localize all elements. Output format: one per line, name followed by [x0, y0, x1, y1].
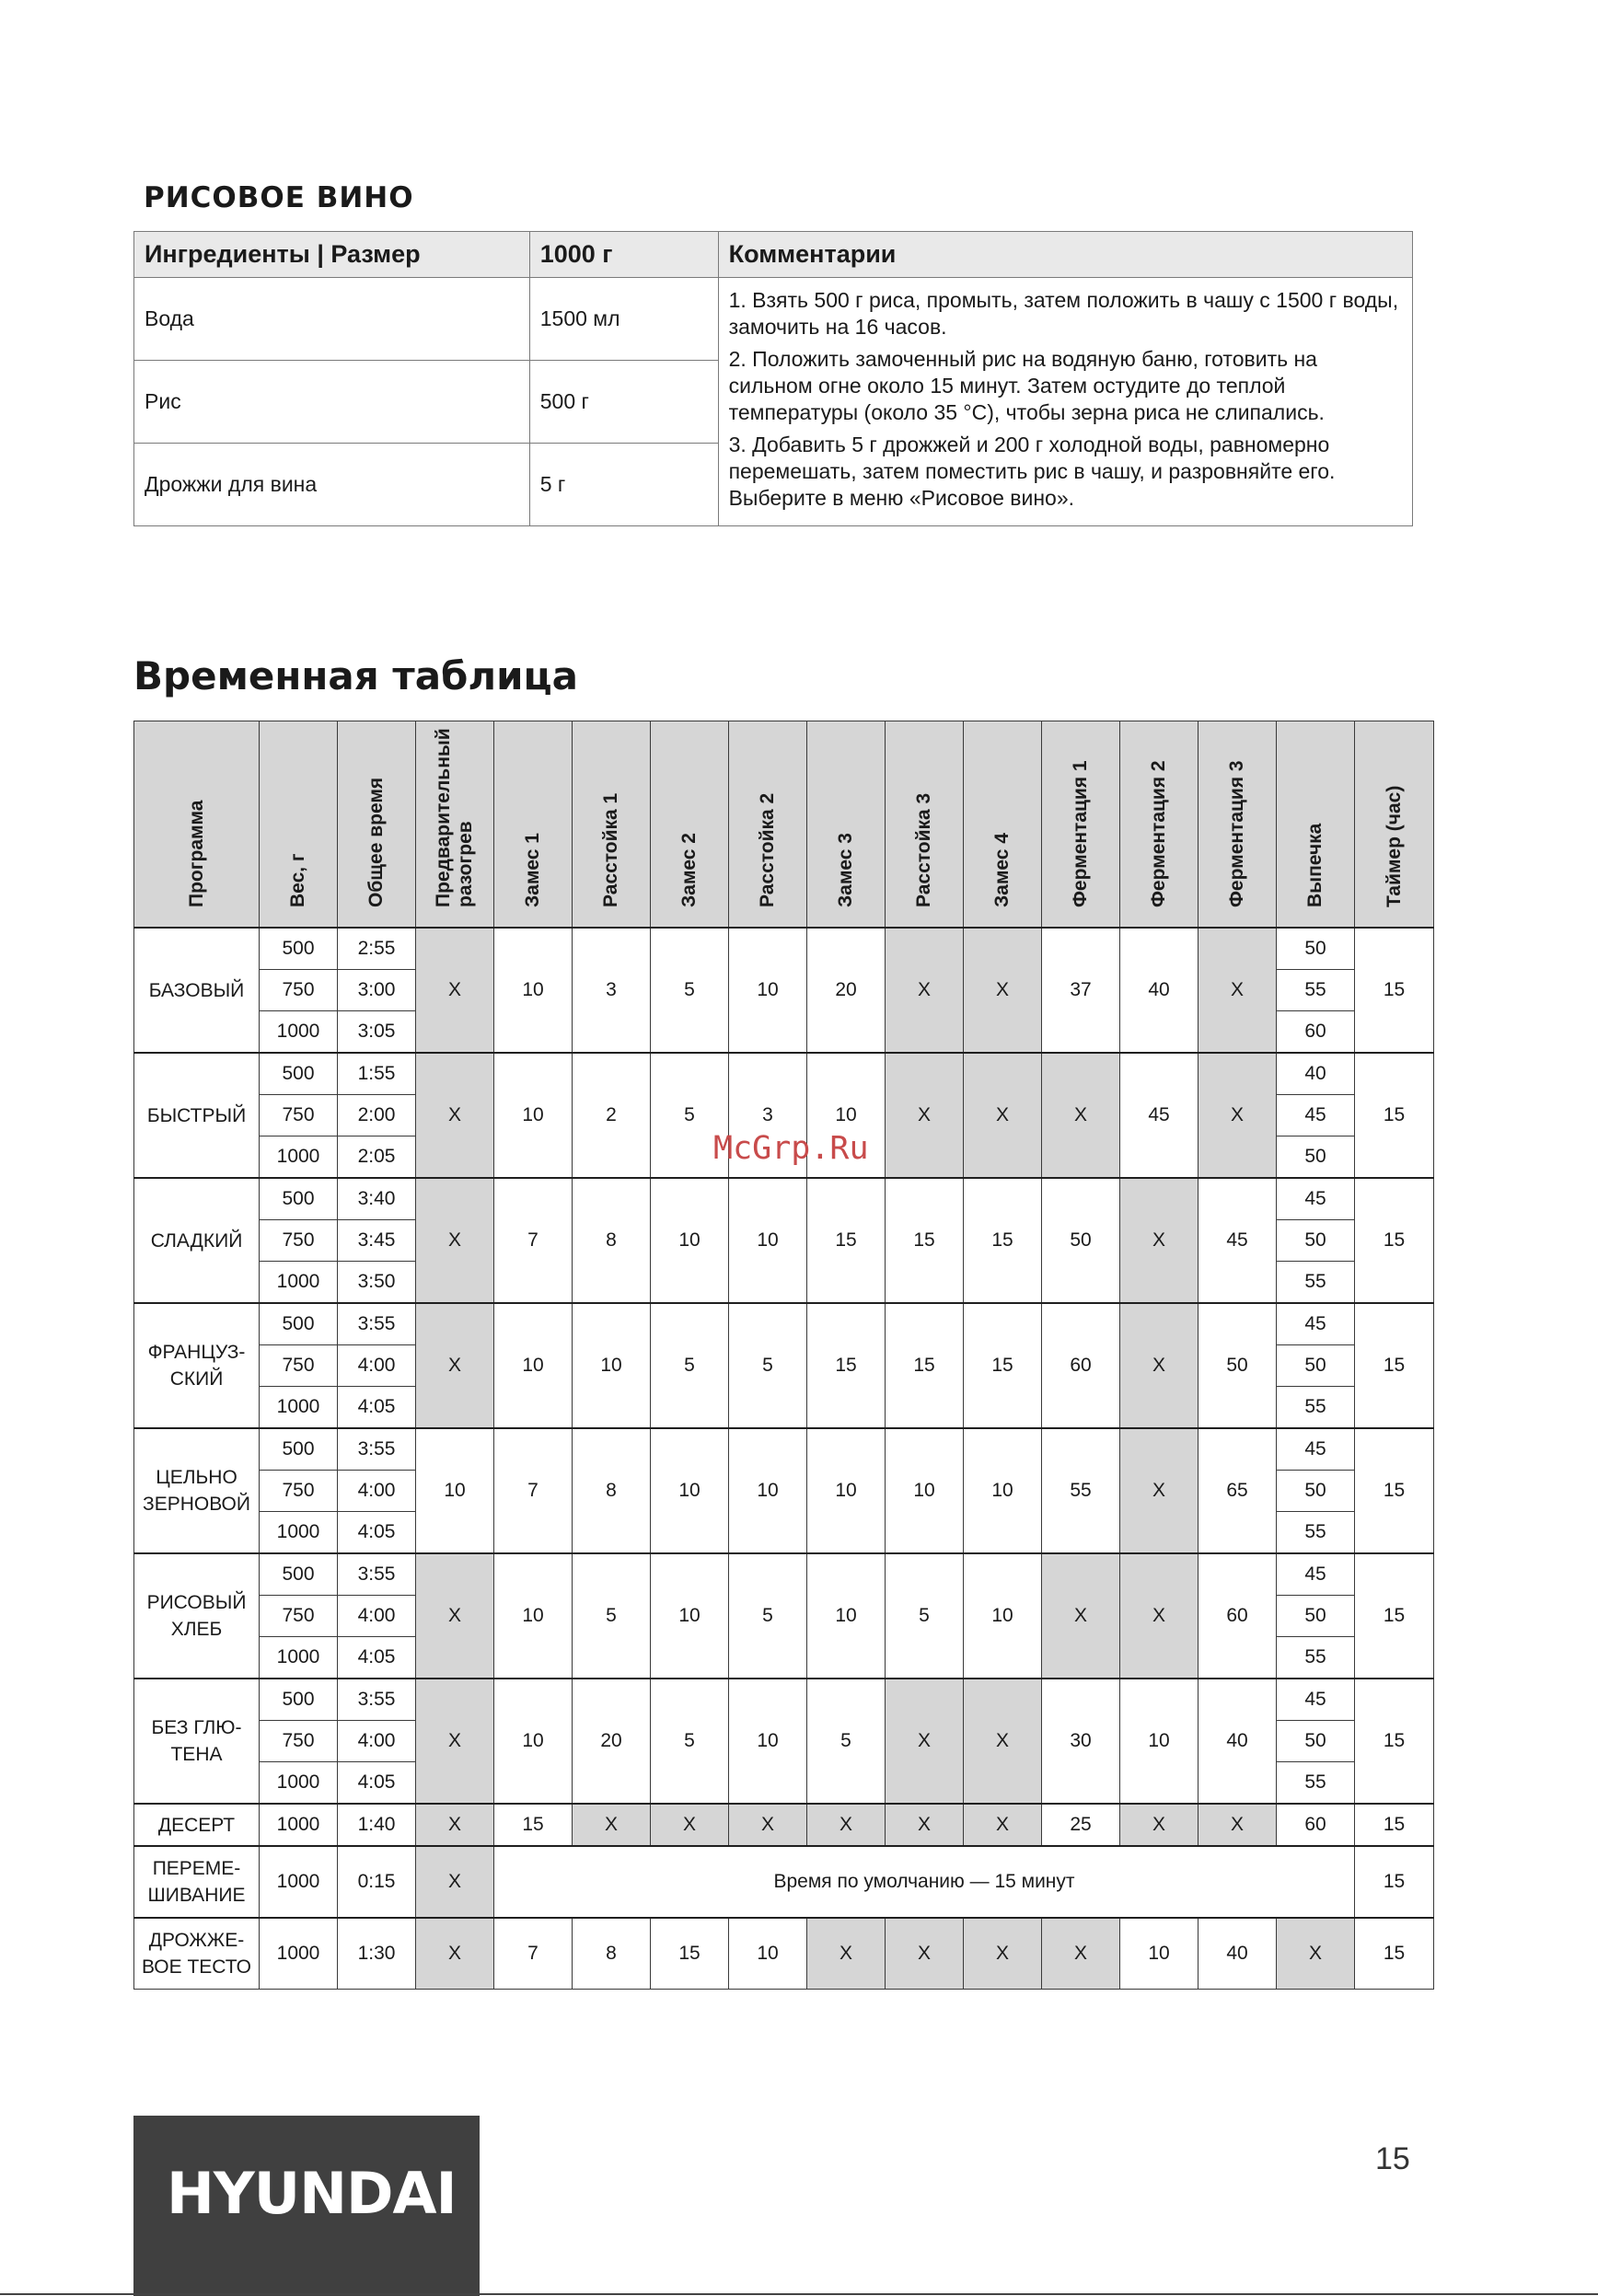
program-name: ДЕСЕРТ: [134, 1804, 260, 1846]
program-name: БЕЗ ГЛЮ-ТЕНА: [134, 1679, 260, 1804]
column-header: [338, 721, 416, 929]
step-cell: 10: [494, 1679, 573, 1804]
ingredient-amount: 1500 мл: [529, 278, 718, 361]
step-cell: 60: [1198, 1553, 1277, 1679]
bake-cell: 50: [1277, 1596, 1355, 1637]
total-time-cell: 3:50: [338, 1262, 416, 1304]
value-cell: X: [416, 1804, 494, 1846]
table-row: [134, 1428, 1434, 1471]
value-cell: 1:40: [338, 1804, 416, 1846]
value-cell: X: [807, 1918, 886, 1990]
step-cell: X: [964, 1679, 1042, 1804]
bottom-rule: [0, 2293, 1598, 2295]
table-row: [134, 1303, 1434, 1345]
bake-cell: 55: [1277, 1637, 1355, 1679]
bake-cell: 50: [1277, 1220, 1355, 1262]
column-header-label: Замес 2: [678, 832, 700, 907]
ingredient-name: Рис: [134, 361, 530, 444]
table-header-row: [134, 232, 1413, 278]
column-header: Ингредиенты | Размер: [134, 232, 530, 278]
weight-cell: 750: [260, 1471, 338, 1512]
bake-cell: 40: [1277, 1053, 1355, 1095]
ingredient-amount: 500 г: [529, 361, 718, 444]
program-name: РИСОВЫЙ ХЛЕБ: [134, 1553, 260, 1679]
weight-cell: 500: [260, 928, 338, 970]
column-header: [1120, 721, 1198, 929]
column-header: [729, 721, 807, 929]
value-cell: 1:30: [338, 1918, 416, 1990]
value-cell: 8: [573, 1918, 651, 1990]
program-name: ДРОЖЖЕ-ВОЕ ТЕСТО: [134, 1918, 260, 1990]
value-cell: 25: [1042, 1804, 1120, 1846]
program-name: ПЕРЕМЕ-ШИВАНИЕ: [134, 1846, 260, 1918]
weight-cell: 750: [260, 1345, 338, 1387]
step-cell: 7: [494, 1178, 573, 1303]
total-time-cell: 4:00: [338, 1721, 416, 1762]
step-cell: 20: [573, 1679, 651, 1804]
ingredient-amount: 5 г: [529, 444, 718, 526]
preheat-cell: X: [416, 1846, 494, 1918]
timer-cell: 15: [1355, 1679, 1434, 1804]
table-row: [134, 1178, 1434, 1220]
value-cell: X: [1198, 1804, 1277, 1846]
step-cell: 60: [1042, 1303, 1120, 1428]
weight-cell: 750: [260, 1220, 338, 1262]
column-header: [1198, 721, 1277, 929]
step-cell: 10: [807, 1428, 886, 1553]
step-cell: X: [416, 1303, 494, 1428]
section-title-timetable: Временная таблица: [133, 653, 579, 698]
program-name: БЫСТРЫЙ: [134, 1053, 260, 1178]
value-cell: X: [416, 1918, 494, 1990]
step-cell: 7: [494, 1428, 573, 1553]
weight-cell: 500: [260, 1428, 338, 1471]
weight-cell: 500: [260, 1303, 338, 1345]
step-cell: 50: [1042, 1178, 1120, 1303]
column-header: [134, 721, 260, 929]
step-cell: X: [1120, 1303, 1198, 1428]
value-cell: X: [964, 1918, 1042, 1990]
step-cell: X: [1120, 1428, 1198, 1553]
weight-cell: 750: [260, 970, 338, 1011]
step-cell: 65: [1198, 1428, 1277, 1553]
value-cell: 7: [494, 1918, 573, 1990]
bake-cell: 50: [1277, 1471, 1355, 1512]
weight-cell: 500: [260, 1053, 338, 1095]
timer-cell: 15: [1355, 1178, 1434, 1303]
comments-cell: [718, 278, 1412, 526]
step-cell: 10: [494, 1303, 573, 1428]
step-cell: 10: [886, 1428, 964, 1553]
step-cell: 10: [416, 1428, 494, 1553]
step-cell: 15: [964, 1178, 1042, 1303]
section-title-rice-wine: РИСОВОЕ ВИНО: [144, 181, 414, 214]
column-header-label: Ферментация 1: [1070, 759, 1091, 907]
total-time-cell: 3:40: [338, 1178, 416, 1220]
step-cell: 10: [729, 1178, 807, 1303]
value-cell: 10: [1120, 1918, 1198, 1990]
step-cell: X: [886, 1053, 964, 1178]
column-header: [964, 721, 1042, 929]
bake-cell: 45: [1277, 1095, 1355, 1136]
step-cell: X: [1042, 1553, 1120, 1679]
total-time-cell: 2:00: [338, 1095, 416, 1136]
step-cell: 20: [807, 928, 886, 1053]
timer-cell: 15: [1355, 928, 1434, 1053]
step-cell: 10: [729, 1428, 807, 1553]
timer-cell: 15: [1355, 1428, 1434, 1553]
program-name: ФРАНЦУЗ-СКИЙ: [134, 1303, 260, 1428]
value-cell: X: [1277, 1918, 1355, 1990]
table-row: [134, 1553, 1434, 1596]
step-cell: 10: [807, 1553, 886, 1679]
weight-cell: 1000: [260, 1136, 338, 1179]
step-cell: X: [416, 1053, 494, 1178]
step-cell: 2: [573, 1053, 651, 1178]
comment-step-3: 3. Добавить 5 г дрожжей и 200 г холодной воды, равномерно перемешать, затем поместить рис в чашу, и разровняйте его. Выберите в меню «Рисовое вино».: [728, 433, 1336, 510]
column-header: [1277, 721, 1355, 929]
value-cell: X: [807, 1804, 886, 1846]
step-cell: 5: [651, 928, 729, 1053]
column-header-label: Предварительный разогрев: [433, 727, 476, 907]
step-cell: 5: [573, 1553, 651, 1679]
total-time-cell: 2:05: [338, 1136, 416, 1179]
bake-cell: 55: [1277, 1512, 1355, 1554]
step-cell: 10: [573, 1303, 651, 1428]
column-header-label: Общее время: [365, 777, 387, 907]
weight-cell: 1000: [260, 1387, 338, 1429]
bake-cell: 50: [1277, 1721, 1355, 1762]
ingredient-name: Дрожжи для вина: [134, 444, 530, 526]
bake-cell: 50: [1277, 928, 1355, 970]
step-cell: 10: [494, 928, 573, 1053]
value-cell: 10: [729, 1918, 807, 1990]
column-header-label: Расстойка 2: [757, 792, 778, 907]
column-header: [260, 721, 338, 929]
step-cell: 50: [1198, 1303, 1277, 1428]
step-cell: X: [416, 1553, 494, 1679]
total-time-cell: 4:00: [338, 1596, 416, 1637]
step-cell: 40: [1120, 928, 1198, 1053]
value-cell: X: [573, 1804, 651, 1846]
step-cell: X: [1198, 1053, 1277, 1178]
timer-cell: 15: [1355, 1553, 1434, 1679]
value-cell: 40: [1198, 1918, 1277, 1990]
weight-cell: 1000: [260, 1762, 338, 1805]
weight-cell: 750: [260, 1596, 338, 1637]
step-cell: 10: [494, 1553, 573, 1679]
value-cell: 15: [1355, 1918, 1434, 1990]
column-header-label: Вес, г: [287, 852, 308, 907]
step-cell: 55: [1042, 1428, 1120, 1553]
weight-cell: 1000: [260, 1262, 338, 1304]
step-cell: 15: [886, 1303, 964, 1428]
total-time-cell: 3:05: [338, 1011, 416, 1054]
step-cell: 8: [573, 1178, 651, 1303]
step-cell: X: [964, 1053, 1042, 1178]
value-cell: 60: [1277, 1804, 1355, 1846]
weight-cell: 1000: [260, 1637, 338, 1679]
weight-cell: 750: [260, 1721, 338, 1762]
value-cell: X: [729, 1804, 807, 1846]
step-cell: X: [1198, 928, 1277, 1053]
total-time-cell: 1:55: [338, 1053, 416, 1095]
weight-cell: 1000: [260, 1512, 338, 1554]
step-cell: X: [964, 928, 1042, 1053]
value-cell: X: [651, 1804, 729, 1846]
column-header: Комментарии: [718, 232, 1412, 278]
weight-cell: 1000: [260, 1846, 338, 1918]
value-cell: 15: [494, 1804, 573, 1846]
table-header-row: [134, 721, 1434, 929]
timetable: [133, 721, 1434, 1990]
step-cell: 45: [1120, 1053, 1198, 1178]
step-cell: 15: [807, 1178, 886, 1303]
weight-cell: 500: [260, 1553, 338, 1596]
value-cell: 1000: [260, 1918, 338, 1990]
step-cell: 10: [494, 1053, 573, 1178]
value-cell: 1000: [260, 1804, 338, 1846]
bake-cell: 55: [1277, 1262, 1355, 1304]
step-cell: X: [886, 928, 964, 1053]
step-cell: 10: [807, 1053, 886, 1178]
program-name: БАЗОВЫЙ: [134, 928, 260, 1053]
program-name: СЛАДКИЙ: [134, 1178, 260, 1303]
step-cell: 10: [729, 1679, 807, 1804]
bake-cell: 45: [1277, 1303, 1355, 1345]
step-cell: X: [886, 1679, 964, 1804]
total-time-cell: 4:05: [338, 1512, 416, 1554]
step-cell: 5: [807, 1679, 886, 1804]
total-time-cell: 4:00: [338, 1471, 416, 1512]
page-number: 15: [1375, 2141, 1410, 2176]
total-time-cell: 2:55: [338, 928, 416, 970]
step-cell: 3: [573, 928, 651, 1053]
value-cell: X: [886, 1918, 964, 1990]
step-cell: X: [416, 1679, 494, 1804]
total-time-cell: 3:00: [338, 970, 416, 1011]
step-cell: 10: [651, 1178, 729, 1303]
rice-wine-table: [133, 231, 1413, 526]
total-time-cell: 0:15: [338, 1846, 416, 1918]
column-header: [1355, 721, 1434, 929]
total-time-cell: 4:00: [338, 1345, 416, 1387]
total-time-cell: 4:05: [338, 1637, 416, 1679]
step-cell: 15: [886, 1178, 964, 1303]
column-header-label: Программа: [185, 800, 207, 907]
step-cell: 15: [807, 1303, 886, 1428]
step-cell: 5: [651, 1679, 729, 1804]
column-header: [1042, 721, 1120, 929]
step-cell: 15: [964, 1303, 1042, 1428]
bake-cell: 45: [1277, 1553, 1355, 1596]
column-header-label: Замес 4: [991, 832, 1013, 907]
column-header-label: Замес 1: [522, 832, 543, 907]
weight-cell: 500: [260, 1178, 338, 1220]
total-time-cell: 3:55: [338, 1303, 416, 1345]
bake-cell: 55: [1277, 1762, 1355, 1805]
step-cell: 10: [651, 1553, 729, 1679]
step-cell: X: [416, 1178, 494, 1303]
bake-cell: 55: [1277, 970, 1355, 1011]
total-time-cell: 3:55: [338, 1553, 416, 1596]
table-row: [134, 928, 1434, 970]
step-cell: 5: [651, 1053, 729, 1178]
weight-cell: 750: [260, 1095, 338, 1136]
value-cell: 15: [651, 1918, 729, 1990]
step-cell: 10: [651, 1428, 729, 1553]
total-time-cell: 4:05: [338, 1387, 416, 1429]
step-cell: 5: [886, 1553, 964, 1679]
column-header: 1000 г: [529, 232, 718, 278]
ingredient-name: Вода: [134, 278, 530, 361]
column-header-label: Ферментация 3: [1226, 759, 1247, 907]
column-header-label: Выпечка: [1304, 823, 1326, 907]
weight-cell: 1000: [260, 1011, 338, 1054]
total-time-cell: 4:05: [338, 1762, 416, 1805]
program-name: ЦЕЛЬНО ЗЕРНОВОЙ: [134, 1428, 260, 1553]
step-cell: 5: [651, 1303, 729, 1428]
total-time-cell: 3:55: [338, 1679, 416, 1721]
table-row: [134, 1679, 1434, 1721]
column-header-label: Замес 3: [835, 832, 856, 907]
step-cell: 3: [729, 1053, 807, 1178]
default-time-note: Время по умолчанию — 15 минут: [494, 1846, 1355, 1918]
table-row: [134, 1846, 1434, 1918]
total-time-cell: 3:45: [338, 1220, 416, 1262]
step-cell: 45: [1198, 1178, 1277, 1303]
step-cell: 10: [1120, 1679, 1198, 1804]
table-row: [134, 1053, 1434, 1095]
comment-step-2: 2. Положить замоченный рис на водяную баню, готовить на сильном огне около 15 минут. Затем остудите до теплой температуры (около 35 °C), чтобы зерна риса не слипались.: [728, 347, 1325, 424]
step-cell: X: [1120, 1553, 1198, 1679]
bake-cell: 50: [1277, 1136, 1355, 1179]
bake-cell: 45: [1277, 1679, 1355, 1721]
step-cell: 10: [964, 1553, 1042, 1679]
value-cell: X: [964, 1804, 1042, 1846]
step-cell: 5: [729, 1553, 807, 1679]
column-header-label: Ферментация 2: [1148, 759, 1169, 907]
value-cell: X: [886, 1804, 964, 1846]
column-header: [494, 721, 573, 929]
step-cell: 5: [729, 1303, 807, 1428]
bake-cell: 50: [1277, 1345, 1355, 1387]
timer-cell: 15: [1355, 1053, 1434, 1178]
timer-cell: 15: [1355, 1846, 1434, 1918]
value-cell: 15: [1355, 1804, 1434, 1846]
step-cell: 37: [1042, 928, 1120, 1053]
comment-step-1: 1. Взять 500 г риса, промыть, затем положить в чашу с 1500 г воды, замочить на 16 часов.: [728, 288, 1399, 339]
step-cell: 40: [1198, 1679, 1277, 1804]
step-cell: X: [1120, 1178, 1198, 1303]
step-cell: 8: [573, 1428, 651, 1553]
table-row: [134, 1918, 1434, 1990]
watermark: McGrp.Ru: [713, 1130, 869, 1167]
bake-cell: 45: [1277, 1428, 1355, 1471]
column-header: [807, 721, 886, 929]
timer-cell: 15: [1355, 1303, 1434, 1428]
column-header: [651, 721, 729, 929]
weight-cell: 500: [260, 1679, 338, 1721]
column-header-label: Таймер (час): [1383, 785, 1405, 907]
bake-cell: 55: [1277, 1387, 1355, 1429]
column-header-label: Расстойка 3: [913, 792, 934, 907]
brand-logo: [133, 2116, 480, 2296]
table-row: [134, 278, 1413, 361]
value-cell: X: [1120, 1804, 1198, 1846]
value-cell: X: [1042, 1918, 1120, 1990]
bake-cell: 45: [1277, 1178, 1355, 1220]
bake-cell: 60: [1277, 1011, 1355, 1054]
step-cell: X: [416, 928, 494, 1053]
step-cell: 10: [729, 928, 807, 1053]
logo-text: HYUNDAI: [167, 2160, 457, 2227]
step-cell: 10: [964, 1428, 1042, 1553]
column-header: [886, 721, 964, 929]
column-header-label: Расстойка 1: [600, 792, 621, 907]
total-time-cell: 3:55: [338, 1428, 416, 1471]
step-cell: X: [1042, 1053, 1120, 1178]
table-row: [134, 1804, 1434, 1846]
column-header: [416, 721, 494, 929]
step-cell: 30: [1042, 1679, 1120, 1804]
column-header: [573, 721, 651, 929]
